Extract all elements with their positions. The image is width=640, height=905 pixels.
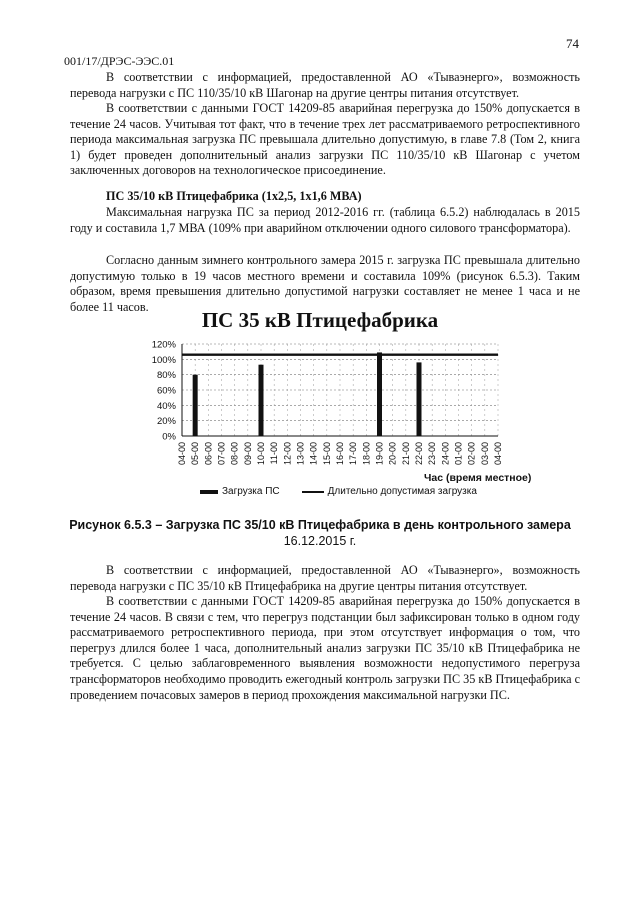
x-tick-label: 20-00: [387, 442, 398, 466]
load-bar: [193, 375, 198, 436]
paragraph-ptitsefabrika-transfer: В соответствии с информацией, предоставленной АО «Тываэнерго», возможность перевода нагрузки с ПС 35/10 кВ Птицефабрика на другие центры питания отсутствует.: [70, 563, 580, 593]
legend-label-limit: Длительно допустимая загрузка: [327, 486, 477, 497]
load-bar: [259, 365, 264, 436]
x-tick-label: 16-00: [335, 442, 345, 466]
x-tick-label: 24-00: [440, 442, 451, 466]
y-tick-label: 20%: [156, 416, 176, 428]
page-number: 74: [566, 36, 579, 51]
y-tick-label: 0%: [162, 431, 176, 443]
chart-title: ПС 35 кВ Птицефабрика: [201, 308, 439, 332]
legend-label-load: Загрузка ПС: [222, 486, 280, 497]
x-tick-label: 11-00: [269, 442, 280, 465]
x-tick-label: 21-00: [400, 442, 411, 466]
legend-swatch-limit: [302, 491, 324, 493]
x-tick-label: 17-00: [348, 442, 359, 466]
y-tick-label: 80%: [156, 370, 176, 382]
x-tick-label: 03-00: [479, 442, 490, 466]
x-tick-label: 14-00: [308, 442, 319, 466]
section-title-ptitsefabrika: ПС 35/10 кВ Птицефабрика (1х2,5, 1х1,6 МВА): [106, 189, 362, 203]
x-tick-label: 13-00: [295, 442, 306, 466]
x-tick-label: 05-00: [190, 442, 201, 466]
x-tick-label: 02-00: [466, 442, 477, 466]
x-tick-label: 09-00: [242, 442, 253, 466]
x-tick-label: 08-00: [229, 442, 240, 466]
figure-caption: Рисунок 6.5.3 – Загрузка ПС 35/10 кВ Птицефабрика в день контрольного замера: [69, 518, 571, 532]
chart-legend: [200, 486, 477, 497]
figure-caption-date: 16.12.2015 г.: [283, 534, 357, 548]
load-bar: [377, 352, 382, 436]
x-tick-label: 12-00: [282, 442, 293, 466]
x-tick-label: 06-00: [203, 442, 214, 466]
x-tick-label: 15-00: [321, 442, 332, 466]
x-tick-label: 01-00: [453, 442, 464, 466]
x-tick-label: 07-00: [216, 442, 227, 466]
paragraph-shagonar-gost: В соответствии с данными ГОСТ 14209-85 аварийная перегрузка до 150% допускается в течение 24 часов. Учитывая тот факт, что в течение трех лет рассматриваемого ретроспективного периода максимальная загрузка ПС превышала длительно допустимую, в главе 7.8 (Том 2, книга 1) будет проведен дополнительный анализ загрузки ПС 110/35/10 кВ Шагонар с учетом заключенных договоров на технологическое присоединение.: [70, 101, 580, 178]
y-tick-label: 40%: [156, 400, 176, 412]
x-axis-title: Час (время местное): [424, 472, 532, 484]
x-tick-label: 23-00: [427, 442, 438, 466]
paragraph-max-load: Максимальная нагрузка ПС за период 2012-2016 гг. (таблица 6.5.2) наблюдалась в 2015 году и составила 1,7 МВА (109% при аварийном отключении одного силового трансформатора).: [70, 205, 580, 235]
paragraph-ptitsefabrika-gost: В соответствии с данными ГОСТ 14209-85 аварийная перегрузка до 150% допускается в течение 24 часов. В связи с тем, что перегруз подстанции был зафиксирован только в одном году рассматриваемого ретроспективного периода, при этом отсутствует информация о том, что перегруз длился более 1 часа, дополнительный анализ загрузки ПС 35/10 кВ Птицефабрика не требуется. С целью заблаговременного выявления возможности недопустимого перегруза трансформаторов необходимо проводить ежегодный контроль загрузки ПС 35 кВ Птицефабрика с проведением почасовых замеров в период прохождения максимальной нагрузки ПС.: [70, 594, 580, 702]
paragraph-shagonar-transfer: В соответствии с информацией, предоставленной АО «Тываэнерго», возможность перевода нагрузки с ПС 110/35/10 кВ Шагонар на другие центры питания отсутствует.: [70, 70, 580, 100]
y-tick-label: 100%: [151, 354, 176, 366]
paragraph-winter-measurement: Согласно данным зимнего контрольного замера 2015 г. загрузка ПС превышала длительно допустимую только в 19 часов местного времени и составила 109% (рисунок 6.5.3). Таким образом, время превышения длительно допустимой нагрузки составляет не менее 1 часа и не более 11 часов.: [70, 253, 580, 314]
x-tick-label: 10-00: [256, 442, 266, 466]
y-tick-label: 120%: [151, 339, 176, 351]
load-bar: [417, 362, 422, 436]
document-code: 001/17/ДРЭС-ЭЭС.01: [64, 54, 175, 68]
x-tick-label: 22-00: [414, 442, 424, 466]
x-tick-label: 04-00: [177, 442, 187, 466]
x-tick-label: 18-00: [361, 442, 372, 466]
x-tick-label: 19-00: [374, 442, 385, 466]
x-tick-label: 04-00: [493, 442, 503, 466]
y-tick-label: 60%: [156, 385, 176, 397]
legend-swatch-load: [200, 490, 218, 494]
